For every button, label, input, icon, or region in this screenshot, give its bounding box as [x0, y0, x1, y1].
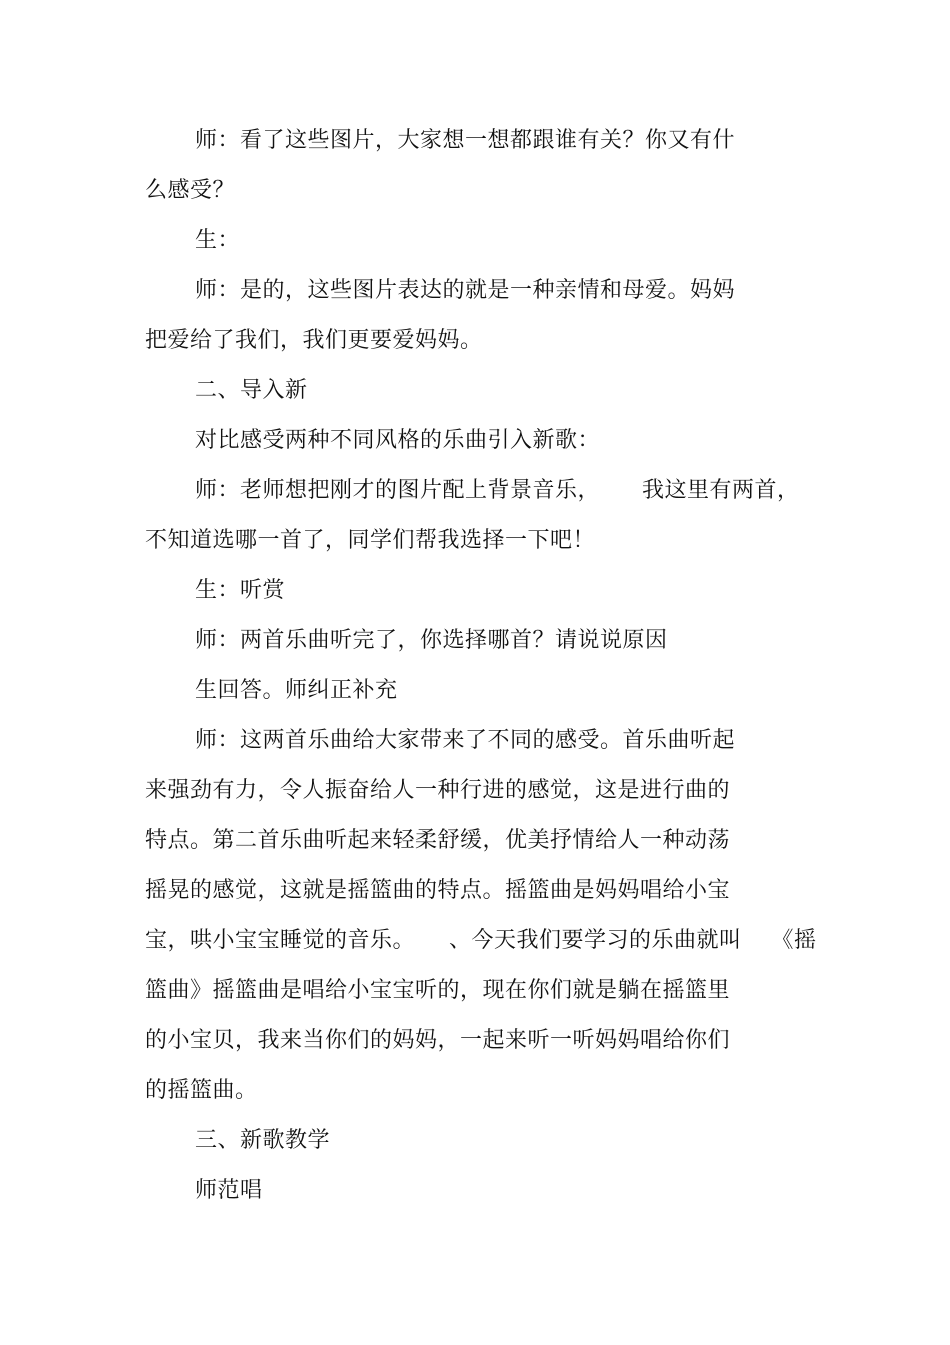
text-line: 师：这两首乐曲给大家带来了不同的感受。首乐曲听起 [195, 728, 736, 753]
text-line: 的小宝贝，我来当你们的妈妈，一起来听一听妈妈唱给你们 [145, 1028, 731, 1053]
text-line: 摇晃的感觉，这就是摇篮曲的特点。摇篮曲是妈妈唱给小宝 [145, 878, 731, 903]
text-segment: 师：老师想把刚才的图片配上背景音乐， [195, 478, 601, 503]
section-heading: 二、导入新 [195, 378, 308, 403]
text-line [145, 926, 817, 956]
text-line: 篮曲》摇篮曲是唱给小宝宝听的，现在你们就是躺在摇篮里 [145, 978, 731, 1003]
text-line: 生： [195, 228, 241, 253]
text-line: 生回答。师纠正补充 [195, 678, 398, 703]
text-line: 师：是的，这些图片表达的就是一种亲情和母爱。妈妈 [195, 278, 736, 303]
text-line: 把爱给了我们，我们更要爱妈妈。 [145, 328, 483, 353]
text-line: 么感受？ [145, 178, 236, 203]
text-segment: 《摇 [771, 928, 817, 953]
text-segment: 、今天我们要学习的乐曲就叫 [449, 928, 742, 953]
text-line: 的摇篮曲。 [145, 1078, 258, 1103]
text-line: 对比感受两种不同风格的乐曲引入新歌： [195, 428, 601, 453]
text-line: 师范唱 [195, 1178, 263, 1203]
text-segment: 宝，哄小宝宝睡觉的音乐。 [145, 928, 416, 953]
text-line [195, 476, 800, 506]
text-line: 特点。第二首乐曲听起来轻柔舒缓，优美抒情给人一种动荡 [145, 828, 731, 853]
text-line: 师：看了这些图片，大家想一想都跟谁有关？你又有什 [195, 128, 736, 153]
section-heading: 三、新歌教学 [195, 1128, 331, 1153]
text-line: 生：听赏 [195, 578, 286, 603]
text-segment: 我这里有两首， [642, 478, 800, 503]
text-line: 不知道选哪一首了，同学们帮我选择一下吧！ [145, 528, 596, 553]
text-line: 来强劲有力，令人振奋给人一种行进的感觉，这是进行曲的 [145, 778, 731, 803]
text-line: 师：两首乐曲听完了，你选择哪首？请说说原因 [195, 628, 668, 653]
